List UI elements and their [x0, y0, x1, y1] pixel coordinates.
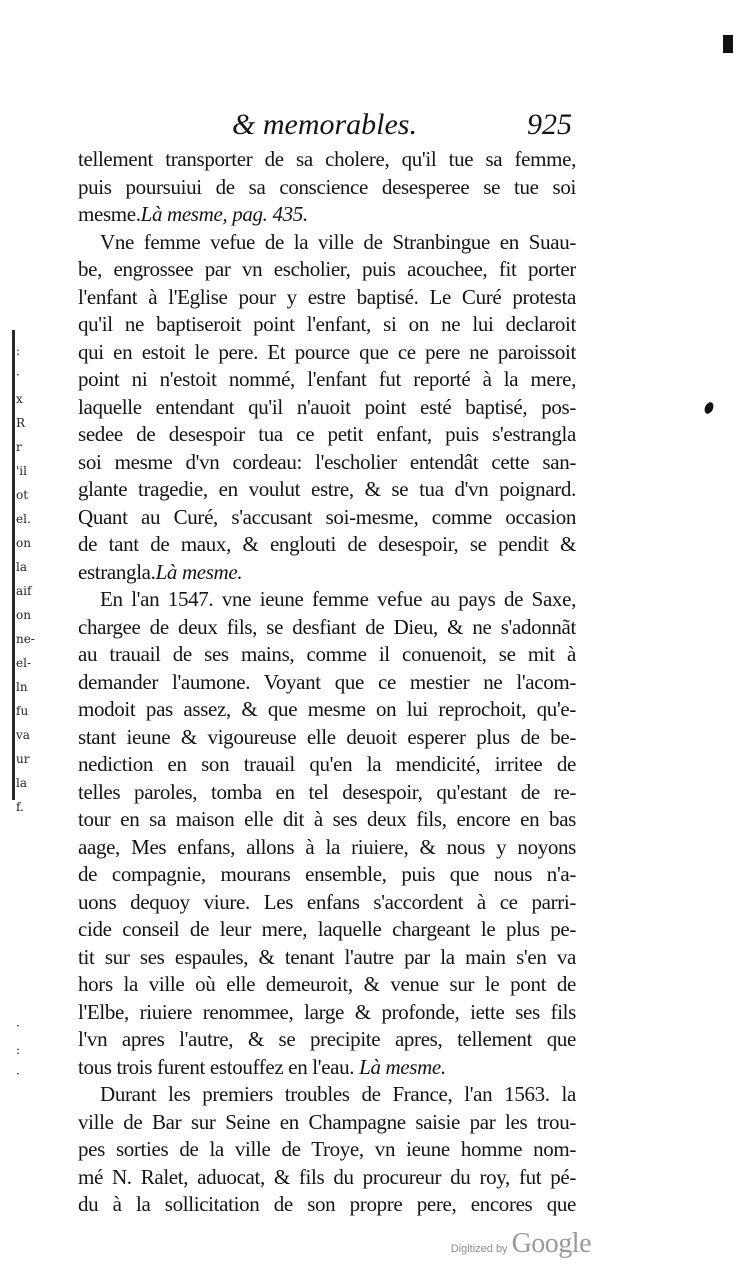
watermark-prefix: Digitized by [450, 1243, 508, 1255]
text-line: cide conseil de leur mere, laquelle chargeant le plus pe- [78, 917, 576, 941]
paragraph-2 [78, 229, 576, 587]
margin-fragment: on [16, 536, 31, 550]
margin-fragment: el. [16, 512, 31, 526]
text-line: Vne femme vefue de la ville de Stranbingue en Suau- [100, 229, 576, 254]
ink-blot [703, 401, 715, 415]
text-line: telles paroles, tomba en tel desespoir, qu'estant de re- [78, 779, 576, 804]
text-line: puis poursuiui de sa conscience desesperee se tue soi [78, 174, 576, 199]
text-line: de tant de maux, & englouti de desespoir, se pendit & [78, 532, 576, 556]
text-line [78, 201, 576, 229]
margin-fragment: ne- [16, 632, 35, 646]
text-line: demander l'aumone. Voyant que ce mestier ne l'acom- [78, 669, 576, 694]
text-line: Quant au Curé, s'accusant soi-mesme, comme occasion [78, 504, 576, 529]
margin-fragment: fu [16, 704, 29, 718]
text-line: soi mesme d'vn cordeau: l'escholier entendât cette san- [78, 449, 576, 474]
running-head-title: & memorables. [232, 108, 417, 141]
text-line: qu'il ne baptiseroit point l'enfant, si on ne lui declaroit [78, 312, 576, 336]
margin-fragment: la [16, 776, 27, 790]
text-line: du à la sollicitation de son propre pere, encores que [78, 1192, 576, 1216]
text-line: be, engrossee par vn escholier, puis acouchee, fit porter [78, 257, 576, 281]
text-line: tit sur ses espaules, & tenant l'autre par la main s'en va [78, 944, 576, 969]
text-line: En l'an 1547. vne ieune femme vefue au pays de Saxe, [100, 587, 576, 611]
margin-fragment: x [16, 392, 23, 406]
digitized-watermark [451, 1228, 591, 1260]
margin-fragment: · [16, 368, 20, 382]
text-line: sedee de desespoir tua ce petit enfant, puis s'estrangla [78, 422, 576, 446]
text-line: pes sorties de la ville de Troye, vn ieune homme nom- [78, 1137, 576, 1161]
body-text [78, 146, 576, 1219]
text-line: qui en estoit le pere. Et pource que ce pere ne paroissoit [78, 339, 576, 364]
margin-fragment: ur [16, 752, 30, 766]
text-line: Durant les premiers troubles de France, l'an 1563. la [100, 1082, 576, 1106]
text-line: laquelle entendant qu'il n'auoit point esté baptisé, pos- [78, 394, 576, 419]
text-line: hors la ville où elle demeuroit, & venue sur le pont de [78, 972, 576, 996]
margin-fragment: aif [16, 584, 32, 598]
text-line: l'enfant à l'Eglise pour y estre baptisé. Le Curé protesta [78, 284, 576, 309]
margin-fragment: : [16, 344, 21, 358]
paragraph-1 [78, 146, 576, 229]
margin-fragment: ot [16, 488, 29, 502]
reference: Là mesme. [359, 1054, 446, 1079]
margin-fragment: va [16, 728, 30, 742]
margin-fragment: la [16, 560, 27, 574]
page-number: 925 [527, 108, 572, 141]
margin-fragment: ln [16, 680, 28, 694]
text-line [78, 1054, 576, 1082]
text-line: mé N. Ralet, aduocat, & fils du procureur du roy, fut pé- [78, 1164, 576, 1189]
line-text: tous trois furent estouffez en l'eau. [78, 1054, 355, 1079]
text-line: chargee de deux fils, se desfiant de Dieu, & ne s'adonnãt [78, 614, 576, 639]
text-line: l'vn apres l'autre, & se precipite apres, tellement que [78, 1027, 576, 1051]
margin-fragment: · [16, 1019, 20, 1033]
text-line: modoit pas assez, & que mesme on lui reprochoit, qu'e- [78, 697, 576, 721]
margin-fragment: · [16, 1067, 20, 1081]
paragraph-4 [78, 1081, 576, 1219]
text-line: point ni n'estoit nommé, l'enfant fut reporté à la mere, [78, 367, 576, 391]
text-line: ville de Bar sur Seine en Champagne saisie par les trou- [78, 1109, 576, 1134]
text-line: tellement transporter de sa cholere, qu'il tue sa femme, [78, 147, 576, 171]
margin-fragment: : [16, 1043, 21, 1057]
text-line: uons dequoy viure. Les enfans s'accordent à ce parri- [78, 889, 576, 914]
paragraph-3 [78, 586, 576, 1081]
line-text: estrangla. [78, 559, 156, 584]
margin-fragment: el- [16, 656, 31, 670]
reference: Là mesme. [155, 559, 243, 584]
margin-fragment: R [16, 416, 26, 430]
text-line [78, 559, 576, 587]
margin-fragment: f. [16, 800, 24, 814]
line-text: mesme. [78, 202, 141, 226]
text-line: de compagnie, mourans ensemble, puis que nous n'a- [78, 862, 576, 886]
margin-fragment: r [16, 440, 22, 454]
text-line: tour en sa maison elle dit à ses deux fils, encore en bas [78, 807, 576, 831]
edge-mark [723, 35, 733, 53]
running-head [232, 108, 572, 144]
text-line: au trauail de ses mains, comme il conuenoit, se mit à [78, 642, 576, 666]
text-line: stant ieune & vigoureuse elle deuoit esperer plus de be- [78, 724, 576, 749]
google-logo: Google [511, 1228, 591, 1259]
text-line: glante tragedie, en voulut estre, & se tua d'vn poignard. [78, 477, 576, 501]
text-line: l'Elbe, riuiere renommee, large & profonde, iette ses fils [78, 999, 576, 1024]
margin-fragment: 'il [16, 464, 27, 478]
text-line: nediction en son trauail qu'en la mendicité, irritee de [78, 752, 576, 776]
margin-fragment: on [16, 608, 31, 622]
gutter-shadow [12, 330, 15, 800]
reference: Là mesme, pag. 435. [140, 202, 308, 226]
text-line: aage, Mes enfans, allons à la riuiere, & nous y noyons [78, 834, 576, 859]
